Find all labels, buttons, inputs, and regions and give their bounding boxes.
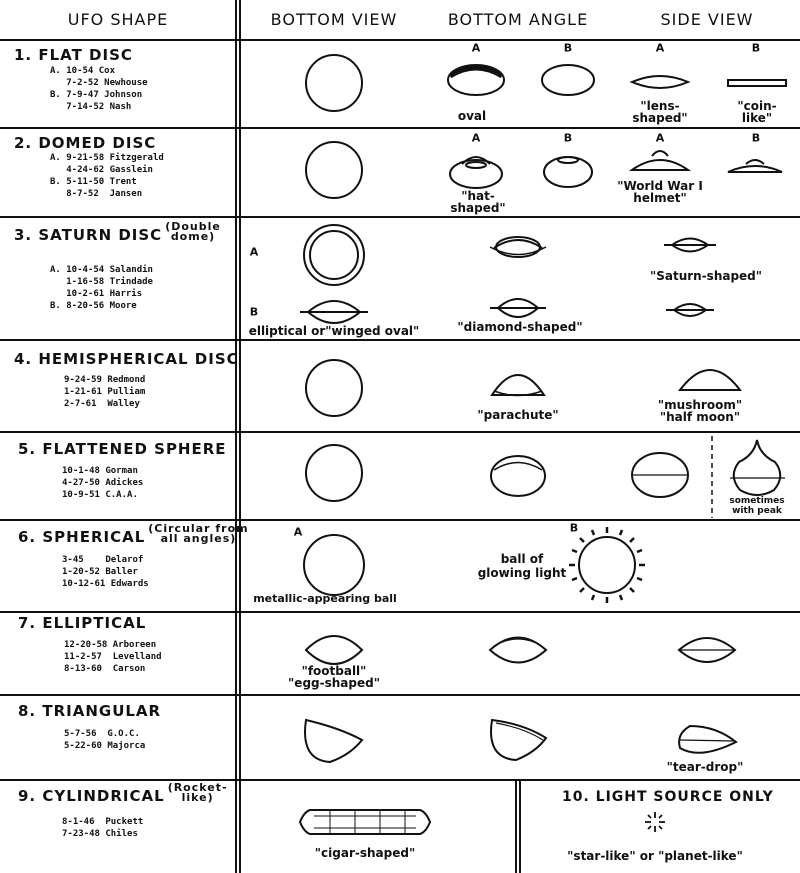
flat-disc-side-a bbox=[632, 76, 688, 88]
case-list: 5-7-56 G.O.C. 5-22-60 Majorca bbox=[64, 729, 146, 751]
case-list: 9-24-59 Redmond 1-21-61 Pulliam 2-7-61 Walley bbox=[64, 375, 146, 409]
case-list: 3-45 Delarof 1-20-52 Baller 10-12-61 Edwards bbox=[62, 555, 149, 589]
view-label-a: A bbox=[293, 525, 303, 539]
flat-disc-bottom bbox=[306, 55, 362, 111]
case-list: A. 10-54 Cox 7-2-52 Newhouse B. 7-9-47 Johnson 7-14-52 Nash bbox=[50, 66, 148, 112]
row-note: (Circular from all angles) bbox=[148, 522, 249, 545]
row-title: 5. FLATTENED SPHERE bbox=[18, 440, 227, 458]
view-label-b: B bbox=[563, 41, 573, 55]
label-tear-drop: "tear-drop" bbox=[666, 760, 744, 774]
row-title: 9. CYLINDRICAL bbox=[18, 787, 165, 805]
row-note: (Double dome) bbox=[165, 220, 221, 243]
flat-disc-angle-b bbox=[542, 65, 594, 95]
row-note: (Rocket- like) bbox=[167, 781, 228, 804]
header-ufo-shape: UFO SHAPE bbox=[67, 10, 169, 29]
row-title: 6. SPHERICAL bbox=[18, 528, 146, 546]
row-title: 2. DOMED DISC bbox=[14, 134, 157, 152]
label-cigar-shaped: "cigar-shaped" bbox=[314, 846, 416, 860]
domed-disc-bottom bbox=[306, 142, 362, 198]
view-label-b: B bbox=[563, 131, 573, 145]
case-list: 10-1-48 Gorman 4-27-50 Adickes 10-9-51 C.A.A. bbox=[62, 466, 144, 500]
view-label-b: B bbox=[249, 305, 259, 319]
case-list: A. 10-4-54 Salandin 1-16-58 Trindade 10-2-61 Harris B. 8-20-56 Moore bbox=[50, 265, 153, 311]
header-bottom-view: BOTTOM VIEW bbox=[270, 10, 398, 29]
view-label-b: B bbox=[751, 41, 761, 55]
row-title: 1. FLAT DISC bbox=[14, 46, 133, 64]
flat-disc-side-b bbox=[728, 80, 786, 86]
label-glowing-light: ball of glowing light bbox=[477, 552, 567, 580]
label-diamond-shaped: "diamond-shaped" bbox=[457, 320, 583, 334]
case-list: 12-20-58 Arboreen 11-2-57 Levelland 8-13-60 Carson bbox=[64, 640, 162, 674]
header-bottom-angle: BOTTOM ANGLE bbox=[447, 10, 589, 29]
row-title: 4. HEMISPHERICAL DISC bbox=[14, 350, 239, 368]
glow-rays bbox=[569, 527, 645, 603]
case-list: 8-1-46 Puckett 7-23-48 Chiles bbox=[62, 817, 144, 839]
star-icon bbox=[645, 812, 665, 832]
glowing-ball bbox=[579, 537, 635, 593]
label-star-like: "star-like" or "planet-like" bbox=[567, 849, 743, 863]
label-saturn-shaped: "Saturn-shaped" bbox=[649, 269, 763, 283]
label-peak: sometimes with peak bbox=[729, 496, 785, 516]
label-oval: oval bbox=[457, 109, 487, 123]
row-title: 3. SATURN DISC bbox=[14, 226, 163, 244]
label-parachute: "parachute" bbox=[477, 408, 559, 422]
row-title: 7. ELLIPTICAL bbox=[18, 614, 147, 632]
row-title: 8. TRIANGULAR bbox=[18, 702, 162, 720]
label-mushroom: "mushroom" "half moon" bbox=[657, 398, 743, 424]
label-winged-oval: elliptical or"winged oval" bbox=[248, 324, 420, 338]
label-football: "football" "egg-shaped" bbox=[288, 664, 380, 690]
view-label-a: A bbox=[655, 41, 665, 55]
case-list: A. 9-21-58 Fitzgerald 4-24-62 Gasslein B. 5-11-50 Trent 8-7-52 Jansen bbox=[50, 153, 164, 199]
label-metallic-ball: metallic-appearing ball bbox=[253, 592, 397, 605]
view-label-a: A bbox=[471, 41, 481, 55]
label-helmet: "World War I helmet" bbox=[617, 179, 703, 205]
light-source-title: 10. LIGHT SOURCE ONLY bbox=[562, 789, 774, 805]
view-label-b: B bbox=[569, 521, 579, 535]
view-label-a: A bbox=[249, 245, 259, 259]
label-lens-shaped: "lens- shaped" bbox=[632, 99, 688, 125]
label-hat-shaped: "hat- shaped" bbox=[450, 189, 506, 215]
view-label-a: A bbox=[471, 131, 481, 145]
header-side-view: SIDE VIEW bbox=[660, 10, 754, 29]
label-coin-like: "coin- like" bbox=[737, 99, 777, 125]
view-label-b: B bbox=[751, 131, 761, 145]
view-label-a: A bbox=[655, 131, 665, 145]
